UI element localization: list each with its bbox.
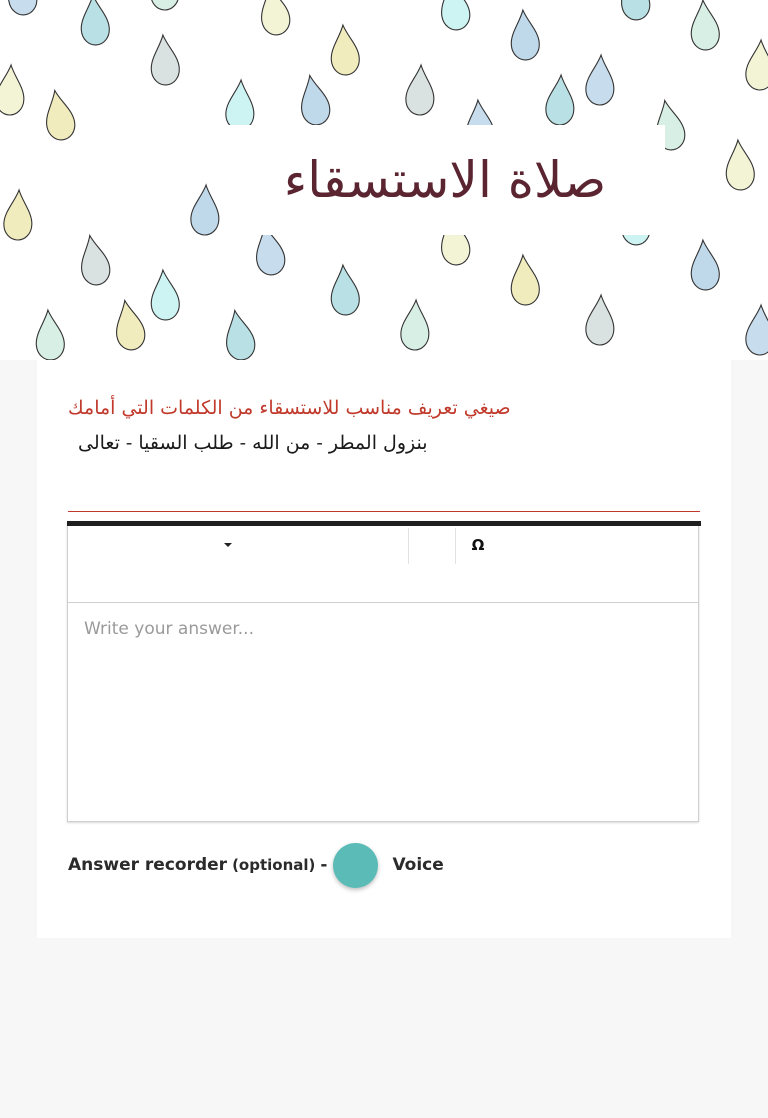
raindrop (149, 269, 180, 321)
raindrop (509, 9, 540, 61)
question-card (37, 360, 731, 938)
raindrop (545, 75, 575, 126)
answer-recorder (68, 843, 444, 887)
raindrop (3, 190, 33, 241)
raindrop (79, 0, 110, 46)
raindrop (149, 34, 180, 86)
raindrop (405, 65, 435, 116)
answer-editor (67, 521, 699, 822)
raindrop (745, 40, 768, 91)
raindrop (150, 0, 180, 10)
raindrop (724, 139, 755, 191)
raindrop (689, 0, 720, 51)
question-prompt: صيغي تعريف مناسب للاستسقاء من الكلمات التي أمامك (68, 397, 511, 419)
banner (0, 0, 768, 360)
raindrop (585, 55, 615, 106)
raindrop (41, 88, 77, 142)
special-character-button[interactable]: Ω (471, 536, 485, 554)
divider (68, 511, 700, 512)
raindrop (225, 80, 255, 131)
raindrop (190, 185, 220, 236)
editor-toolbar (68, 526, 698, 603)
raindrop (0, 65, 25, 116)
raindrop (296, 73, 332, 127)
raindrop (689, 239, 720, 291)
raindrop (256, 0, 292, 37)
raindrop (329, 24, 360, 76)
raindrop (436, 0, 472, 32)
raindrop (509, 254, 540, 306)
raindrop (34, 309, 65, 360)
recorder-label: Answer recorder (68, 855, 228, 875)
title-band (225, 125, 665, 235)
recorder-dash: - (320, 855, 328, 875)
record-button[interactable] (333, 843, 378, 888)
format-dropdown[interactable] (68, 526, 408, 564)
raindrop (76, 233, 112, 287)
raindrop (745, 305, 768, 356)
voice-label: Voice (392, 855, 444, 875)
raindrop (616, 0, 652, 22)
toolbar-button[interactable] (409, 526, 455, 564)
word-bank: بنزول المطر - من الله - طلب السقيا - تعالى (78, 432, 428, 454)
raindrop (111, 298, 147, 352)
answer-input[interactable] (68, 603, 698, 821)
raindrop (400, 300, 430, 351)
chevron-down-icon (224, 543, 232, 547)
raindrop (221, 308, 257, 360)
recorder-optional: (optional) (232, 856, 316, 874)
page-title: صلاة الاستسقاء (283, 151, 607, 209)
raindrop (329, 264, 360, 316)
raindrop (585, 295, 615, 346)
toolbar-separator (455, 528, 456, 564)
raindrop (3, 0, 39, 17)
